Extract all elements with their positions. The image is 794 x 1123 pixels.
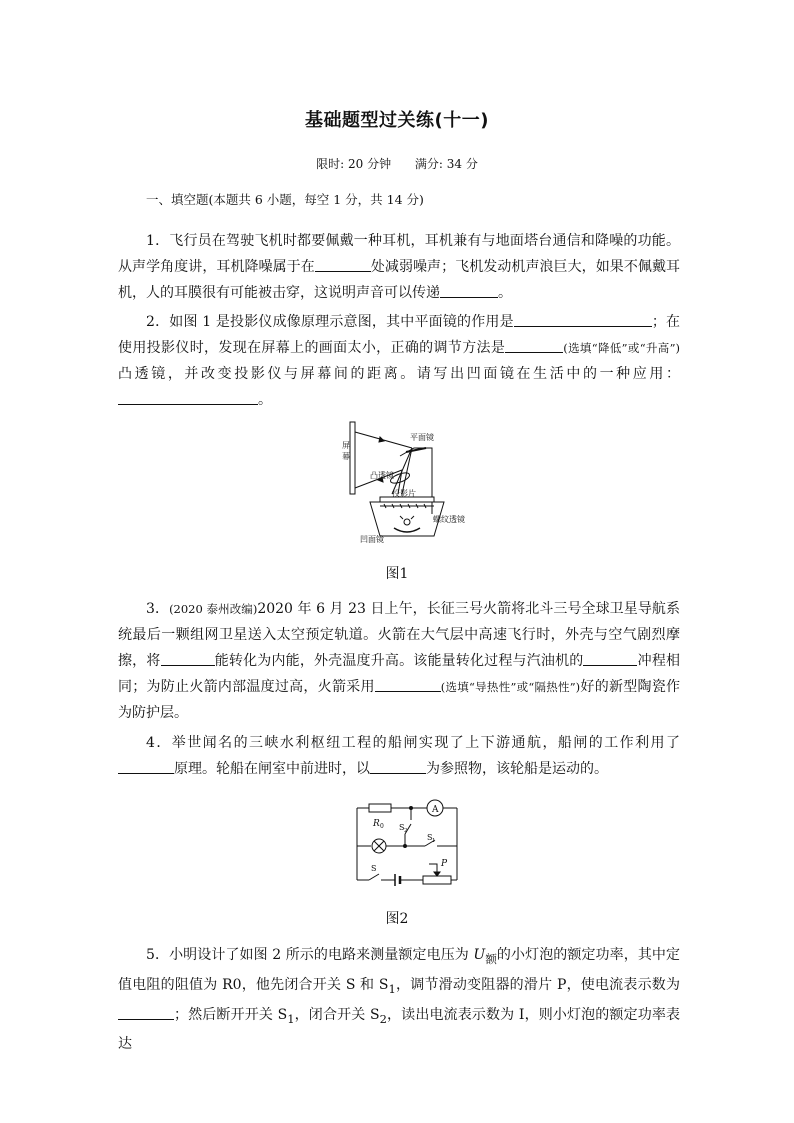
- q3-source: (2020 泰州改编): [169, 602, 258, 616]
- q2-blank-2[interactable]: [505, 337, 563, 353]
- q4-blank-2[interactable]: [370, 758, 426, 774]
- q1-blank-1[interactable]: [315, 256, 371, 272]
- label-r0: R: [373, 819, 380, 829]
- page-title: 基础题型过关练(十一): [305, 110, 489, 131]
- section-heading: 一、填空题(本题共 6 小题，每空 1 分，共 14 分): [146, 192, 424, 207]
- figure-2-caption: 图2: [385, 911, 409, 927]
- switch-s: [369, 874, 379, 880]
- label-s1: S: [427, 833, 433, 842]
- label-s1-sub: 1: [432, 838, 436, 844]
- q5-text-b: 的小灯泡的额定功率，其中定值电阻的阻值为 R0，他先闭合开关 S 和 S: [118, 947, 681, 993]
- label-fresnel-lens: 螺纹透镜: [433, 515, 465, 524]
- q3-number: 3．: [146, 601, 170, 617]
- screen-shape: [350, 422, 355, 494]
- q5-text-e: ，闭合开关 S: [294, 1006, 380, 1023]
- q2-blank-3[interactable]: [118, 389, 258, 405]
- q2-text-a: 2．如图 1 是投影仪成像原理示意图，其中平面镜的作用是: [146, 314, 514, 330]
- q5-s2-sub: 2: [379, 1011, 387, 1026]
- q5-text-a: 5．小明设计了如图 2 所示的电路来测量额定电压为: [146, 947, 474, 963]
- q5-text-c: ，调节滑动变阻器的滑片 P，使电流表示数为: [395, 976, 680, 993]
- q3-hint: (选填“导热性”或“隔热性”): [440, 680, 581, 694]
- q3-text-d: 好的新型陶瓷作为防护层。: [118, 679, 681, 721]
- question-4: [118, 730, 680, 782]
- q5-text-d: ；然后断开开关 S: [174, 1006, 288, 1023]
- q4-text-b: 原理。轮船在闸室中前进时，以: [174, 761, 370, 777]
- q1-text-b: 处减弱噪声；飞机发动机声浪巨大，如果不佩戴耳机，人的耳膜很有可能被击穿，这说明声音可以传递: [118, 259, 681, 301]
- q3-blank-2[interactable]: [583, 650, 637, 666]
- lamp: [404, 519, 410, 525]
- q2-text-d: 。: [258, 392, 272, 408]
- q3-text-c: 冲程相同；为防止火箭内部温度过高，火箭采用: [118, 653, 681, 695]
- figure-2-circuit-diagram: [345, 796, 465, 888]
- q5-blank-1[interactable]: [118, 1004, 174, 1020]
- q3-text-a: 2020 年 6 月 23 日上午，长征三号火箭将北斗三号全球卫星导航系统最后一颗组网卫星送入太空预定轨道。火箭在大气层中高速飞行时，外壳与空气剧烈摩擦，将: [118, 601, 680, 669]
- exam-meta: [0, 155, 794, 172]
- label-convex-lens: 凸透镜: [370, 471, 394, 480]
- label-s: S: [371, 864, 377, 873]
- q4-text-a: 4．举世闻名的三峡水利枢纽工程的船闸实现了上下游通航，船闸的工作利用了: [146, 735, 680, 751]
- label-ammeter: A: [432, 805, 439, 815]
- q3-text-b: 能转化为内能，外壳温度升高。该能量转化过程与汽油机的: [214, 653, 584, 669]
- full-score: 满分: 34 分: [414, 157, 478, 171]
- question-1: [118, 228, 680, 306]
- q2-blank-1[interactable]: [514, 311, 652, 327]
- q4-blank-1[interactable]: [118, 758, 174, 774]
- label-r0-sub: 0: [380, 823, 384, 830]
- q1-text-a: 1．飞行员在驾驶飞机时都要佩戴一种耳机，耳机兼有与地面塔台通信和降噪的功能。从声学角度讲，耳机降噪属于在: [118, 233, 680, 275]
- resistor-r0: [369, 804, 391, 812]
- q5-text-f: ，读出电流表示数为 I，则小灯泡的额定功率表达: [118, 1006, 681, 1053]
- label-slide: 投影片: [392, 489, 416, 498]
- q5-s1-sub-1: 1: [388, 981, 396, 996]
- question-3: [118, 596, 680, 726]
- label-s2-sub: 2: [404, 828, 408, 834]
- label-plane-mirror: 平面镜: [410, 433, 434, 442]
- concave-mirror: [394, 528, 420, 532]
- q1-blank-2[interactable]: [440, 282, 498, 298]
- q5-s1-sub-2: 1: [287, 1011, 295, 1026]
- q1-text-c: 。: [498, 285, 512, 301]
- question-2: [118, 309, 680, 413]
- q2-text-c: 凸透镜，并改变投影仪与屏幕间的距离。请写出凹面镜在生活中的一种应用：: [118, 366, 680, 382]
- q3-blank-3[interactable]: [375, 676, 441, 692]
- q3-blank-1[interactable]: [161, 650, 215, 666]
- question-5: [118, 942, 680, 1057]
- label-concave-mirror: 凹面镜: [360, 535, 384, 544]
- plane-mirror: [406, 448, 426, 452]
- time-limit: 限时: 20 分钟: [316, 157, 392, 171]
- label-screen-2: 幕: [342, 452, 350, 461]
- label-p: P: [441, 859, 448, 869]
- q5-u: U: [473, 947, 486, 963]
- q4-text-c: 为参照物，该轮船是运动的。: [426, 761, 608, 777]
- q2-hint: (选填“降低”或“升高”): [563, 341, 681, 355]
- q5-u-sub: 额: [485, 951, 497, 966]
- label-screen-1: 屏: [342, 441, 350, 450]
- label-s2: S: [399, 823, 405, 832]
- figure-1-caption: 图1: [385, 566, 409, 582]
- figure-1-projector-diagram: [340, 418, 480, 546]
- q2-text-b: ；在使用投影仪时，发现在屏幕上的画面太小，正确的调节方法是: [118, 314, 681, 356]
- rheostat: [423, 876, 451, 884]
